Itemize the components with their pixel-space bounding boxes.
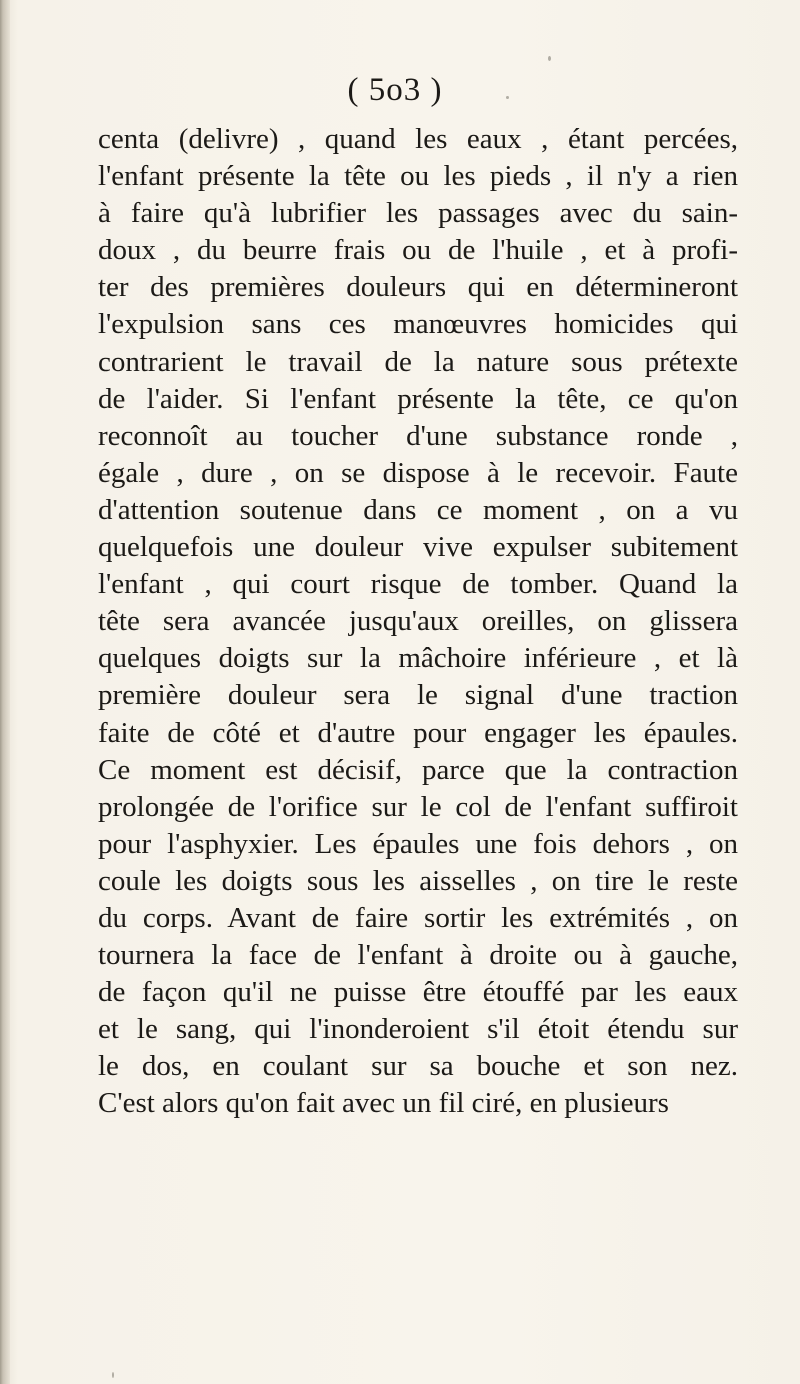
text-line-8: de l'aider. Si l'enfant présente la tête, ce qu'on (98, 382, 738, 415)
text-line-4: doux , du beurre frais ou de l'huile , et à profi- (98, 234, 738, 267)
text-line-11: d'attention soutenue dans ce moment , on a vu (98, 493, 738, 526)
text-line-18: Ce moment est décisif, parce que la contraction (98, 753, 738, 786)
text-line-10: égale , dure , on se dispose à le recevoir. Faute (98, 456, 738, 489)
text-line-21: coule les doigts sous les aisselles , on tire le reste (98, 864, 738, 897)
text-line-23: tournera la face de l'enfant à droite ou à gauche, (98, 939, 738, 972)
text-line-1: centa (delivre) , quand les eaux , étant percées, (98, 123, 738, 155)
text-line-3: à faire qu'à lubrifier les passages avec du sain- (98, 197, 738, 230)
paper-speck (112, 1372, 114, 1378)
text-line-26: le dos, en coulant sur sa bouche et son nez. (98, 1050, 738, 1083)
text-line-20: pour l'asphyxier. Les épaules une fois dehors , on (98, 827, 738, 860)
text-line-24: de façon qu'il ne puisse être étouffé par les eaux (98, 976, 738, 1009)
text-line-22: du corps. Avant de faire sortir les extrémités , on (98, 901, 738, 934)
text-line-19: prolongée de l'orifice sur le col de l'enfant suffiroit (98, 790, 738, 823)
page-number: ( 5o3 ) (347, 72, 443, 108)
text-line-15: quelques doigts sur la mâchoire inférieure , et là (98, 642, 738, 675)
paper-speck (548, 56, 551, 61)
text-line-16: première douleur sera le signal d'une traction (98, 679, 738, 712)
text-line-14: tête sera avancée jusqu'aux oreilles, on glissera (98, 605, 738, 638)
text-line-2: l'enfant présente la tête ou les pieds , il n'y a rien (98, 160, 738, 193)
text-line-6: l'expulsion sans ces manœuvres homicides qui (98, 308, 738, 341)
text-line-7: contrarient le travail de la nature sous prétexte (98, 345, 738, 378)
text-line-27: C'est alors qu'on fait avec un fil ciré, en plusieurs (98, 1087, 669, 1120)
text-line-9: reconnoît au toucher d'une substance ronde , (98, 419, 738, 452)
text-line-13: l'enfant , qui court risque de tomber. Quand la (98, 568, 738, 601)
paper-speck (506, 96, 509, 99)
text-line-12: quelquefois une douleur vive expulser subitement (98, 531, 738, 564)
text-line-5: ter des premières douleurs qui en détermineront (98, 271, 738, 304)
text-line-25: et le sang, qui l'inonderoient s'il étoit étendu sur (98, 1013, 738, 1046)
binding-edge (0, 0, 10, 1384)
text-line-17: faite de côté et d'autre pour engager les épaules. (98, 716, 738, 749)
body-text (98, 121, 738, 1123)
